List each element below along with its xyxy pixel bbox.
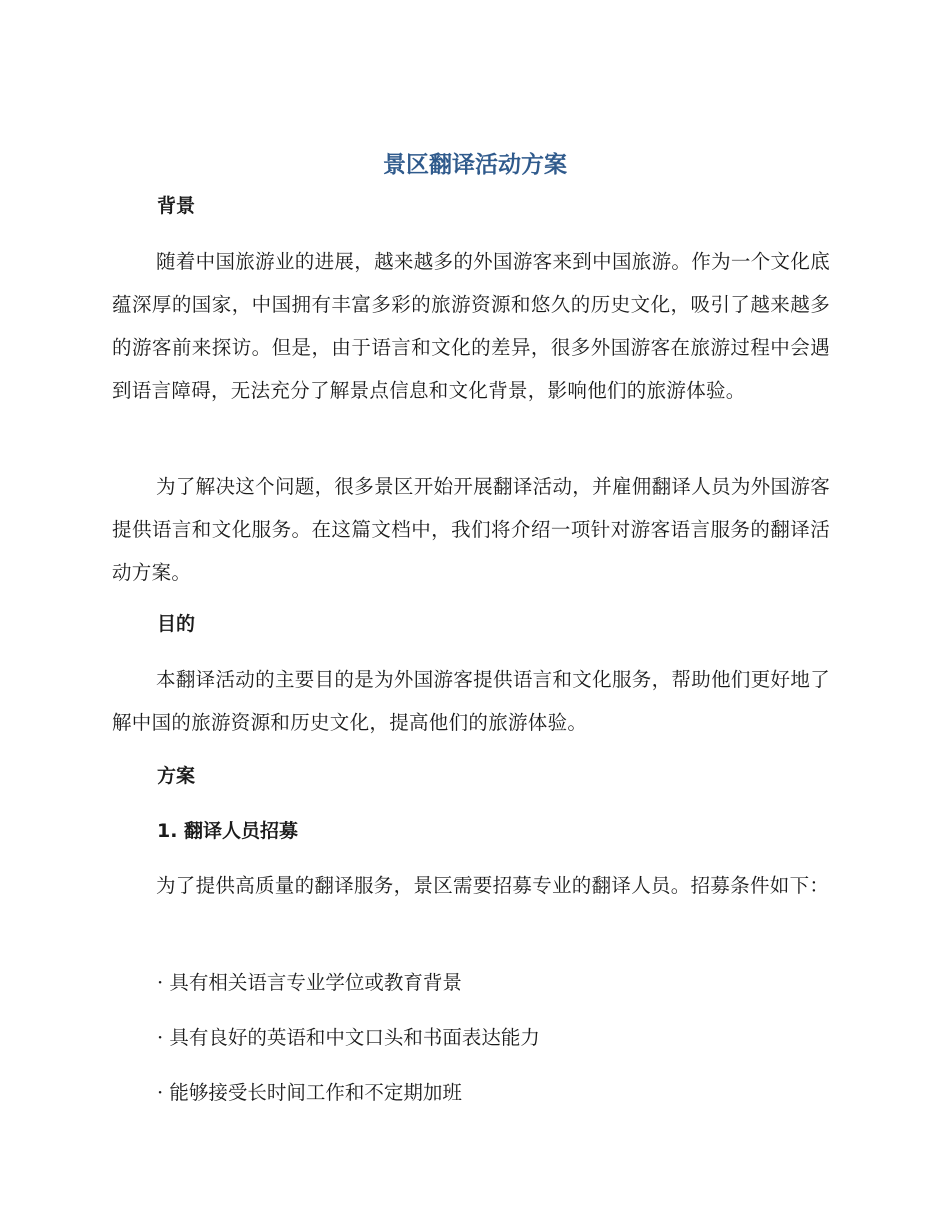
section-heading-background: 背景	[157, 195, 196, 217]
document-title: 景区翻译活动方案	[383, 152, 567, 178]
paragraph-background-1: 随着中国旅游业的进展，越来越多的外国游客来到中国旅游。作为一个文化底蕴深厚的国家，中国拥有丰富多彩的旅游资源和悠久的历史文化，吸引了越来越多的游客前来探访。但是，由于语言和文化的差异，很多外国游客在旅游过程中会遇到语言障碍，无法充分了解景点信息和文化背景，影响他们的旅游体验。	[112, 250, 830, 402]
list-item-requirement: · 能够接受长时间工作和不定期加班	[157, 1081, 462, 1104]
list-item-requirement: · 具有良好的英语和中文口头和书面表达能力	[157, 1026, 540, 1049]
list-item-requirement: · 具有相关语言专业学位或教育背景	[157, 971, 462, 994]
subsection-heading-recruitment: 1. 翻译人员招募	[157, 820, 299, 842]
paragraph-purpose-1: 本翻译活动的主要目的是为外国游客提供语言和文化服务，帮助他们更好地了解中国的旅游资源和历史文化，提高他们的旅游体验。	[112, 668, 830, 734]
section-heading-purpose: 目的	[157, 613, 196, 635]
section-heading-plan: 方案	[157, 765, 196, 787]
paragraph-recruitment-1: 为了提供高质量的翻译服务，景区需要招募专业的翻译人员。招募条件如下：	[156, 874, 830, 897]
paragraph-background-2: 为了解决这个问题，很多景区开始开展翻译活动，并雇佣翻译人员为外国游客提供语言和文化服务。在这篇文档中，我们将介绍一项针对游客语言服务的翻译活动方案。	[112, 475, 830, 584]
